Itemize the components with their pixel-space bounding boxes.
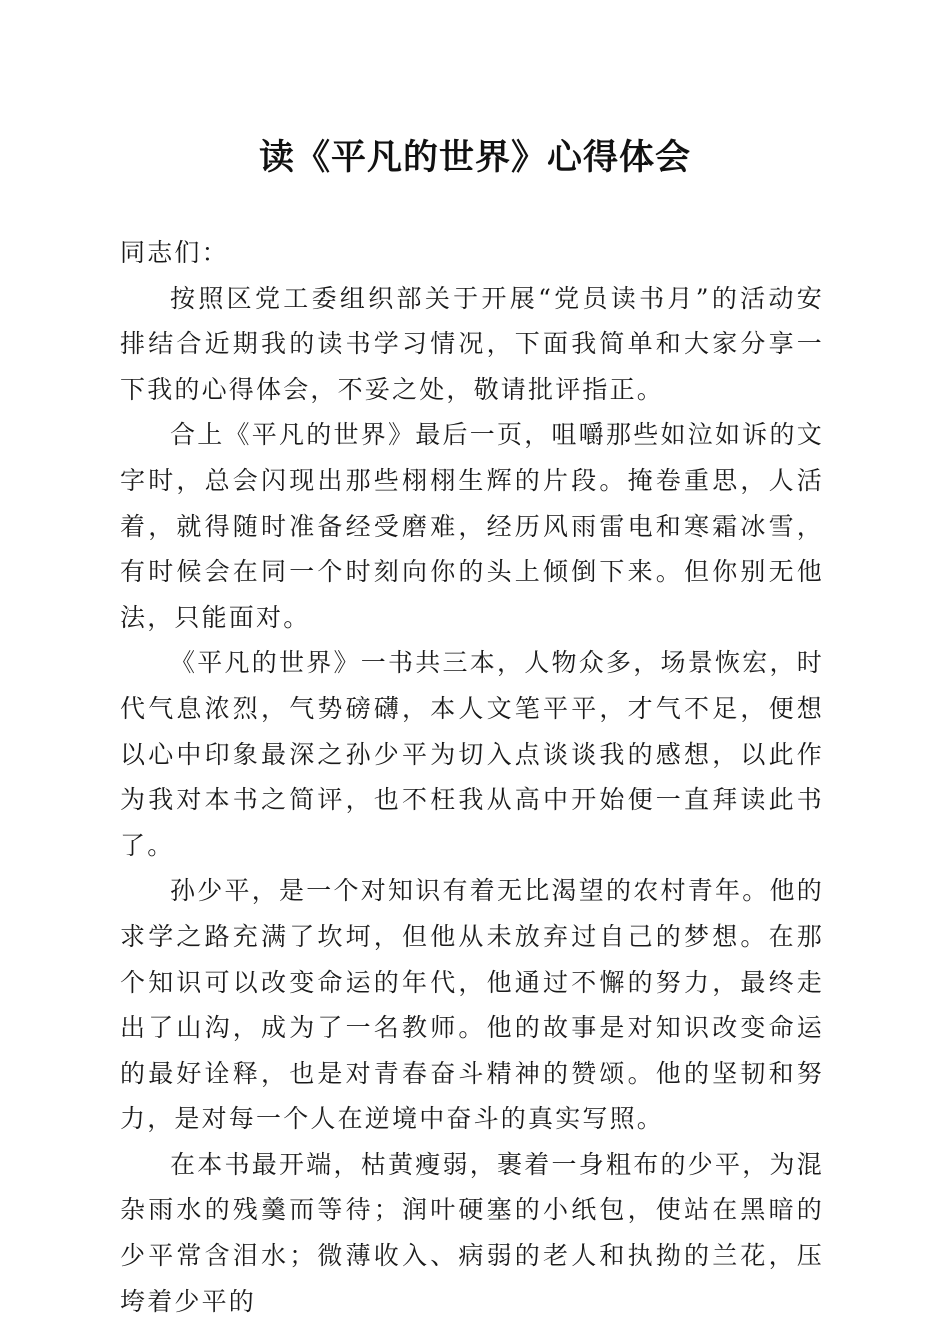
- paragraph: 按照区党工委组织部关于开展“党员读书月”的活动安排结合近期我的读书学习情况，下面我简单和大家分享一下我的心得体会，不妥之处，敬请批评指正。: [120, 283, 824, 404]
- paragraph: 在本书最开端，枯黄瘦弱，裹着一身粗布的少平，为混杂雨水的残羹而等待；润叶硬塞的小纸包，使站在黑暗的少平常含泪水；微薄收入、病弱的老人和执拗的兰花，压垮着少平的: [120, 1149, 824, 1316]
- paragraph: 孙少平，是一个对知识有着无比渴望的农村青年。他的求学之路充满了坎坷，但他从未放弃过自己的梦想。在那个知识可以改变命运的年代，他通过不懈的努力，最终走出了山沟，成为了一名教师。他的故事是对知识改变命运的最好诠释，也是对青春奋斗精神的赞颂。他的坚韧和努力，是对每一个人在逆境中奋斗的真实写照。: [120, 876, 824, 1134]
- paragraph: 合上《平凡的世界》最后一页，咀嚼那些如泣如诉的文字时，总会闪现出那些栩栩生辉的片段。掩卷重思，人活着，就得随时准备经受磨难，经历风雨雷电和寒霜冰雪，有时候会在同一个时刻向你的头上倾倒下来。但你别无他法，只能面对。: [120, 420, 824, 632]
- salutation: 同志们：: [120, 238, 229, 267]
- paragraph: 《平凡的世界》一书共三本，人物众多，场景恢宏，时代气息浓烈，气势磅礴，本人文笔平平，才气不足，便想以心中印象最深之孙少平为切入点谈谈我的感想，以此作为我对本书之简评，也不枉我从高中开始便一直拜读此书了。: [120, 648, 824, 860]
- document-title: 读《平凡的世界》心得体会: [258, 137, 691, 178]
- document-body: [120, 230, 824, 1324]
